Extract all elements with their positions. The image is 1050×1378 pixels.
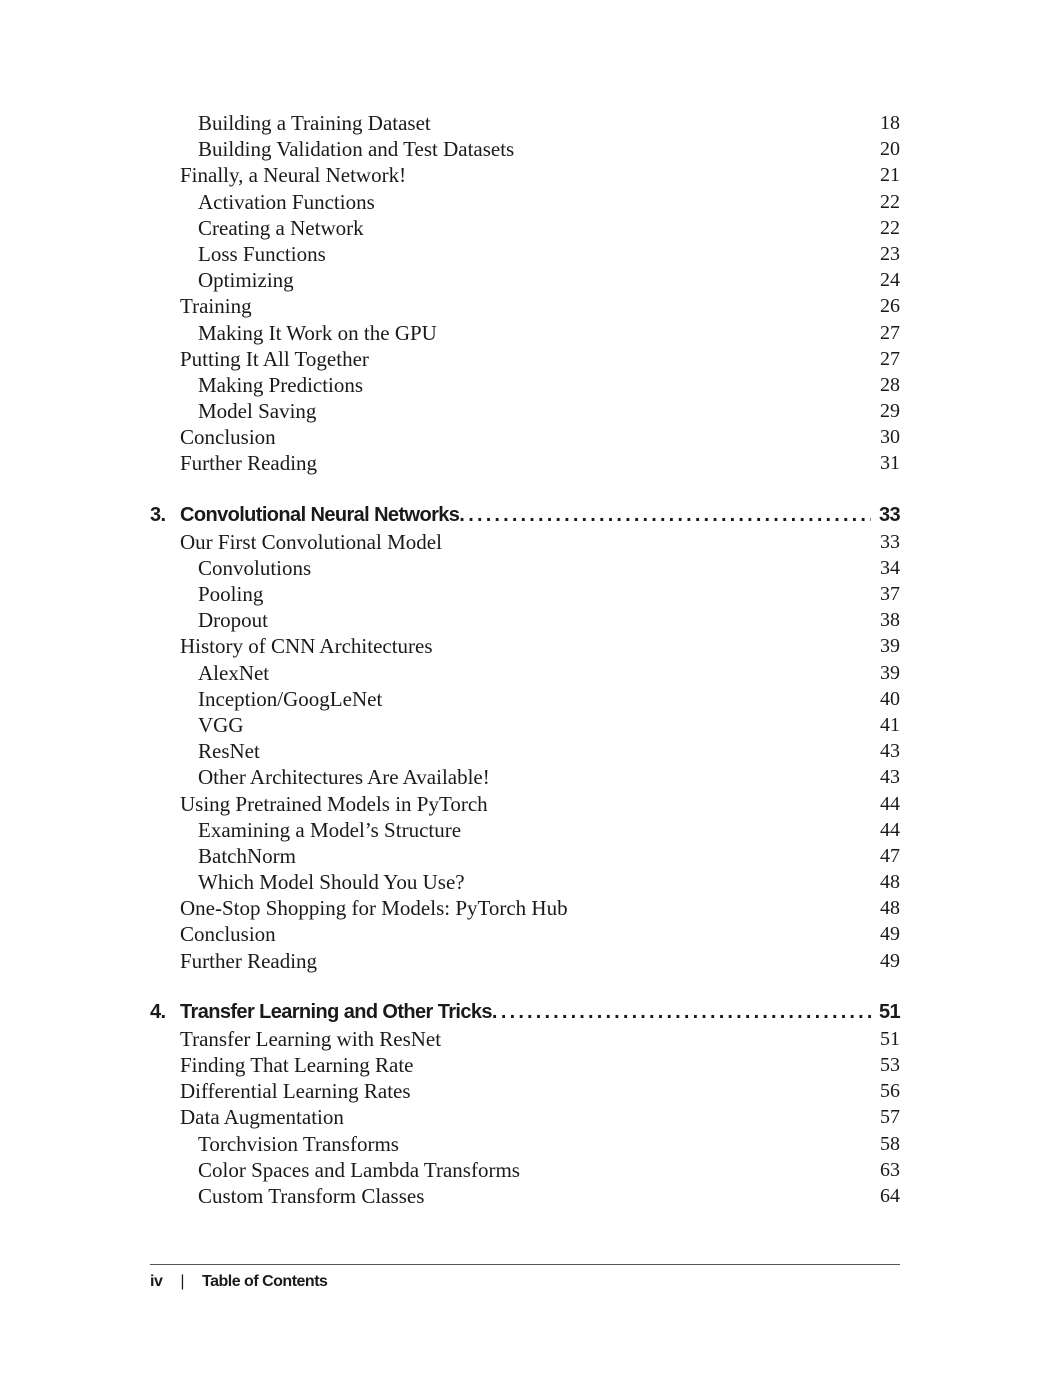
toc-subsection-entry[interactable] <box>150 110 900 136</box>
toc-entry-label: Examining a Model’s Structure <box>198 817 462 842</box>
toc-entry-label: Making Predictions <box>198 372 364 397</box>
toc-subsection-entry[interactable] <box>150 1183 900 1209</box>
chapter-number: 3. <box>150 503 166 526</box>
toc-subsection-entry[interactable] <box>150 686 900 712</box>
toc-entry-page-number: 29 <box>880 400 900 423</box>
toc-entry-page-number: 33 <box>880 530 900 553</box>
toc-subsection-entry[interactable] <box>150 1131 900 1157</box>
toc-subsection-entry[interactable] <box>150 555 900 581</box>
dot-leader <box>501 998 871 1026</box>
toc-entry-label: Inception/GoogLeNet <box>198 686 383 711</box>
toc-subsection-entry[interactable] <box>150 869 900 895</box>
toc-entry-label: Finally, a Neural Network! <box>180 163 407 188</box>
toc-subsection-entry[interactable] <box>150 267 900 293</box>
toc-entry-page-number: 51 <box>880 1027 900 1050</box>
chapter-number: 4. <box>150 1000 166 1023</box>
toc-entry-label: One-Stop Shopping for Models: PyTorch Hub <box>180 896 568 921</box>
toc-entry-page-number: 30 <box>880 426 900 449</box>
toc-entry-label: Conclusion <box>180 425 276 450</box>
toc-entry-page-number: 64 <box>880 1184 900 1207</box>
toc-entry-page-number: 58 <box>880 1132 900 1155</box>
toc-subsection-entry[interactable] <box>150 764 900 790</box>
toc-section-entry[interactable] <box>150 1052 900 1078</box>
toc-entry-page-number: 44 <box>880 818 900 841</box>
toc-entry-page-number: 53 <box>880 1054 900 1076</box>
toc-entry-page-number: 41 <box>880 713 900 736</box>
toc-section-entry[interactable] <box>150 450 900 476</box>
toc-section-entry[interactable] <box>150 1078 900 1104</box>
toc-entry-label: Color Spaces and Lambda Transforms <box>198 1157 520 1182</box>
footer-separator: | <box>180 1273 184 1290</box>
toc-section-entry[interactable] <box>150 948 900 974</box>
toc-subsection-entry[interactable] <box>150 189 900 215</box>
toc-entry-page-number: 49 <box>880 949 900 972</box>
toc-section-entry[interactable] <box>150 293 900 319</box>
chapter-title: Transfer Learning and Other Tricks. <box>180 1000 497 1023</box>
toc-subsection-entry[interactable] <box>150 581 900 607</box>
toc-entry-label: VGG <box>198 712 244 737</box>
toc-entry-page-number: 39 <box>880 661 900 684</box>
toc-entry-page-number: 34 <box>880 556 900 579</box>
toc-subsection-entry[interactable] <box>150 136 900 162</box>
chapter-title: Convolutional Neural Networks. <box>180 503 465 526</box>
toc-subsection-entry[interactable] <box>150 712 900 738</box>
toc-entry-page-number: 47 <box>880 844 900 867</box>
toc-entry-page-number: 49 <box>880 923 900 946</box>
toc-entry-label: Data Augmentation <box>180 1105 344 1130</box>
toc-entry-label: Making It Work on the GPU <box>198 320 437 345</box>
toc-section-entry[interactable] <box>150 633 900 659</box>
toc-subsection-entry[interactable] <box>150 320 900 346</box>
dot-leader <box>468 501 871 529</box>
toc-entry-label: Further Reading <box>180 948 318 973</box>
toc-entry-page-number: 22 <box>880 190 900 213</box>
toc-entry-label: Building a Training Dataset <box>198 111 431 135</box>
toc-entry-label: Creating a Network <box>198 215 364 240</box>
toc-entry-label: Finding That Learning Rate <box>180 1053 414 1077</box>
toc-entry-label: Our First Convolutional Model <box>180 529 442 554</box>
toc-entry-label: Custom Transform Classes <box>198 1183 425 1208</box>
toc-entry-page-number: 23 <box>880 242 900 265</box>
toc-entry-label: Further Reading <box>180 451 318 476</box>
toc-entry-page-number: 48 <box>880 897 900 920</box>
toc-entry-label: Pooling <box>198 582 264 606</box>
toc-entry-label: Torchvision Transforms <box>198 1131 399 1156</box>
toc-entry-label: Conclusion <box>180 922 276 947</box>
toc-section-entry[interactable] <box>150 1026 900 1052</box>
toc-entry-label: Which Model Should You Use? <box>198 870 465 895</box>
toc-section-entry[interactable] <box>150 1104 900 1130</box>
chapter-heading[interactable] <box>150 998 900 1026</box>
toc-entry-page-number: 40 <box>880 687 900 710</box>
toc-entry-label: ResNet <box>198 739 260 764</box>
toc-section-entry[interactable] <box>150 921 900 947</box>
toc-section-entry[interactable] <box>150 895 900 921</box>
toc-entry-label: Using Pretrained Models in PyTorch <box>180 791 488 816</box>
toc-subsection-entry[interactable] <box>150 1157 900 1183</box>
toc-entry-page-number: 22 <box>880 216 900 239</box>
toc-entry-label: Training <box>180 294 252 319</box>
footer-row <box>150 1273 327 1291</box>
chapter-page-number: 33 <box>878 503 900 526</box>
toc-entry-label: Putting It All Together <box>180 346 369 371</box>
toc-subsection-entry[interactable] <box>150 607 900 633</box>
toc-subsection-entry[interactable] <box>150 398 900 424</box>
toc-entry-page-number: 37 <box>880 583 900 605</box>
toc-entry-page-number: 43 <box>880 740 900 763</box>
toc-entry-label: Convolutions <box>198 555 312 580</box>
toc-entry-page-number: 20 <box>880 138 900 161</box>
toc-section-entry[interactable] <box>150 529 900 555</box>
toc-entry-label: BatchNorm <box>198 843 296 868</box>
toc-entry-label: Differential Learning Rates <box>180 1079 411 1104</box>
toc-entry-page-number: 24 <box>880 269 900 292</box>
toc-entry-label: Loss Functions <box>198 241 326 266</box>
chapter-heading[interactable] <box>150 501 900 529</box>
toc-entry-label: AlexNet <box>198 660 270 685</box>
toc-subsection-entry[interactable] <box>150 372 900 398</box>
toc-section-entry[interactable] <box>150 162 900 188</box>
footer-page-number: iv <box>150 1273 163 1290</box>
toc-section-entry[interactable] <box>150 424 900 450</box>
toc-entry-label: Model Saving <box>198 399 317 424</box>
page-footer <box>150 1264 900 1290</box>
table-of-contents <box>150 110 900 1209</box>
toc-subsection-entry[interactable] <box>150 738 900 764</box>
toc-entry-page-number: 63 <box>880 1158 900 1181</box>
toc-entry-page-number: 48 <box>880 871 900 894</box>
toc-subsection-entry[interactable] <box>150 241 900 267</box>
toc-entry-page-number: 27 <box>880 347 900 370</box>
toc-entry-label: Optimizing <box>198 268 294 293</box>
toc-subsection-entry[interactable] <box>150 817 900 843</box>
toc-entry-page-number: 27 <box>880 321 900 344</box>
toc-entry-page-number: 43 <box>880 766 900 789</box>
toc-entry-label: Building Validation and Test Datasets <box>198 137 515 162</box>
toc-entry-label: Other Architectures Are Available! <box>198 765 490 790</box>
toc-entry-page-number: 26 <box>880 295 900 318</box>
toc-section-entry[interactable] <box>150 346 900 372</box>
toc-entry-page-number: 18 <box>880 112 900 134</box>
toc-entry-label: Activation Functions <box>198 189 375 214</box>
toc-section-entry[interactable] <box>150 791 900 817</box>
toc-entry-page-number: 44 <box>880 792 900 815</box>
toc-entry-page-number: 39 <box>880 635 900 658</box>
toc-entry-label: History of CNN Architectures <box>180 634 433 659</box>
toc-entry-page-number: 31 <box>880 452 900 475</box>
toc-entry-label: Transfer Learning with ResNet <box>180 1026 442 1051</box>
toc-entry-page-number: 56 <box>880 1080 900 1103</box>
toc-entry-page-number: 38 <box>880 609 900 632</box>
toc-entry-page-number: 57 <box>880 1106 900 1129</box>
toc-entry-page-number: 21 <box>880 164 900 187</box>
chapter-page-number: 51 <box>878 1000 900 1023</box>
footer-section-title: Table of Contents <box>202 1273 328 1290</box>
toc-entry-page-number: 28 <box>880 373 900 396</box>
toc-subsection-entry[interactable] <box>150 843 900 869</box>
toc-entry-label: Dropout <box>198 608 268 633</box>
toc-subsection-entry[interactable] <box>150 660 900 686</box>
toc-subsection-entry[interactable] <box>150 215 900 241</box>
